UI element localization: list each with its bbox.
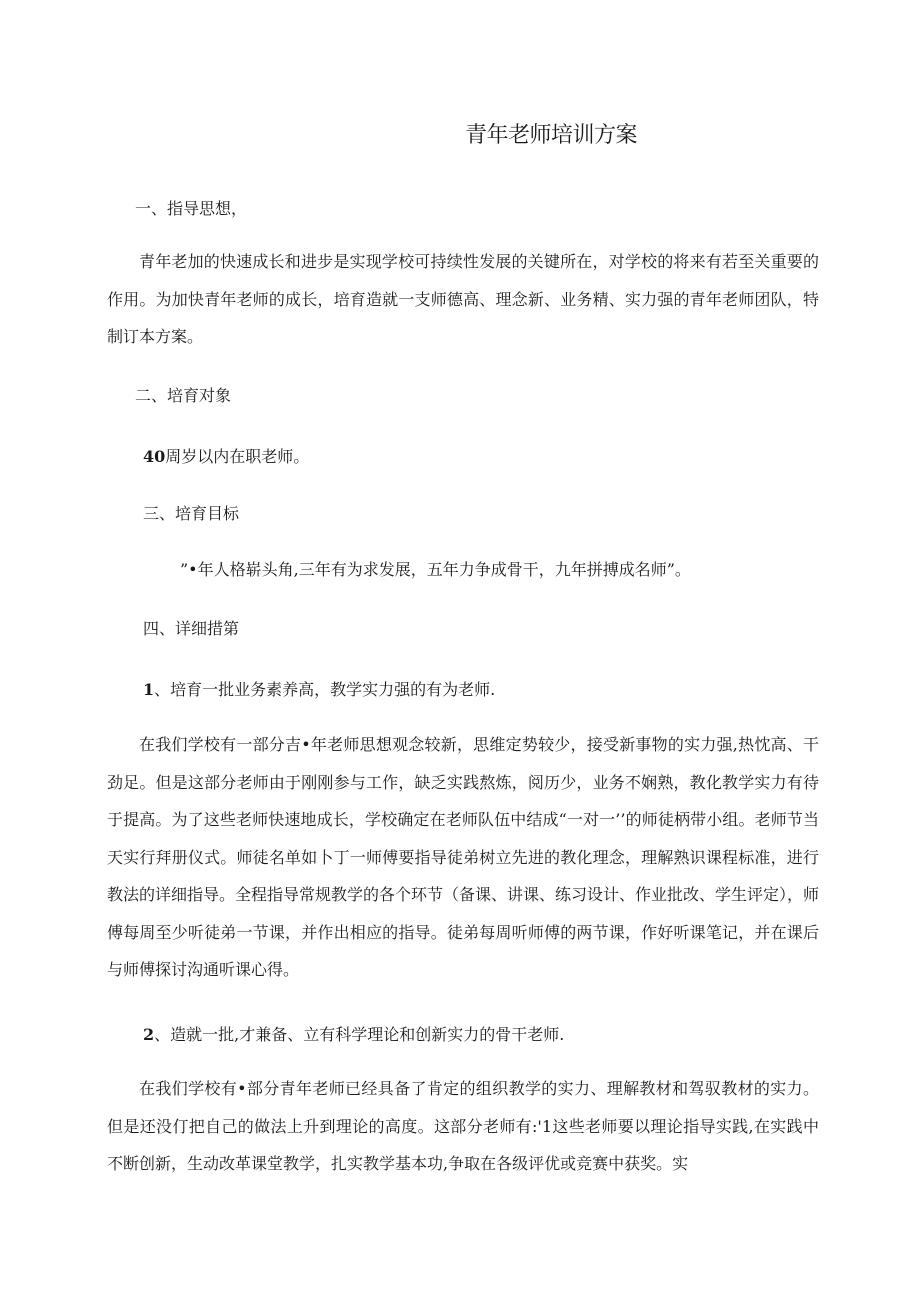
item2-paragraph: 在我们学校有•部分青年老师已经具备了肯定的组织教学的实力、理解教材和驾驭教材的实力。但是还没仃把自己的做法上升到理论的高度。这部分老师有:'1这些老师要以理论指导实践,在实践中不断创新，生动改革课堂教学，扎实教学基本功,争取在各级评优或竞赛中获奖。实 [107, 1079, 819, 1173]
section4-heading: 四、详细措第 [143, 619, 240, 638]
item1-number: 1 [143, 680, 155, 699]
section2-target-text: 周岁以内在职老师。 [165, 447, 310, 466]
item1-title-text: 、培育一批业务素养高，教学实力强的有为老师. [154, 680, 496, 699]
item2-title-text: 、造就一批,才兼备、立有科学理论和创新实力的骨干老师. [154, 1025, 565, 1044]
section1-heading: 一、指导思想， [135, 199, 248, 218]
section2-heading: 二、培育对象 [135, 386, 232, 405]
section3-heading: 三、培育目标 [143, 504, 240, 523]
item1-title [143, 677, 495, 700]
item2-title [143, 1022, 564, 1045]
section2-target [143, 444, 309, 467]
section2-age-number: 40 [143, 447, 166, 466]
document-title: 青年老师培训方案 [465, 123, 638, 148]
item1-paragraph: 在我们学校有一部分吉•年老师思想观念较新，思维定势较少，接受新事物的实力强,热忱高、干劲足。但是这部分老师由于刚刚参与工作，缺乏实践熬炼，阅历少，业务不娴熟，教化教学实力有待于提高。为了这些老师快速地成长，学校确定在老师队伍中结成“一对一’’的师徒柄带小组。老师节当天实行拜册仪式。师徒名单如卜丁一师傅要指导徒弟树立先进的教化理念，理解熟识课程标准，进行教法的详细指导。全程指导常规教学的各个环节（备课、讲课、练习设计、作业批改、学生评定），师傅每周至少听徒弟一节课，并作出相应的指导。徒弟每周听师傅的两节课，作好听课笔记，并在课后与师傅探讨沟通听课心得。 [107, 735, 820, 979]
section3-goal: ”•年人格崭头角,三年有为求发展，五年力争成骨干，九年拼搏成名师”。 [180, 560, 691, 579]
item2-number: 2 [143, 1025, 155, 1044]
section1-paragraph: 青年老加的快速成长和进步是实现学校可持续性发展的关键所在，对学校的将来有若至关重要的作用。为加快青年老师的成长，培育造就一支师德高、理念新、业务精、实力强的青年老师团队，特制订本方案。 [107, 252, 819, 346]
